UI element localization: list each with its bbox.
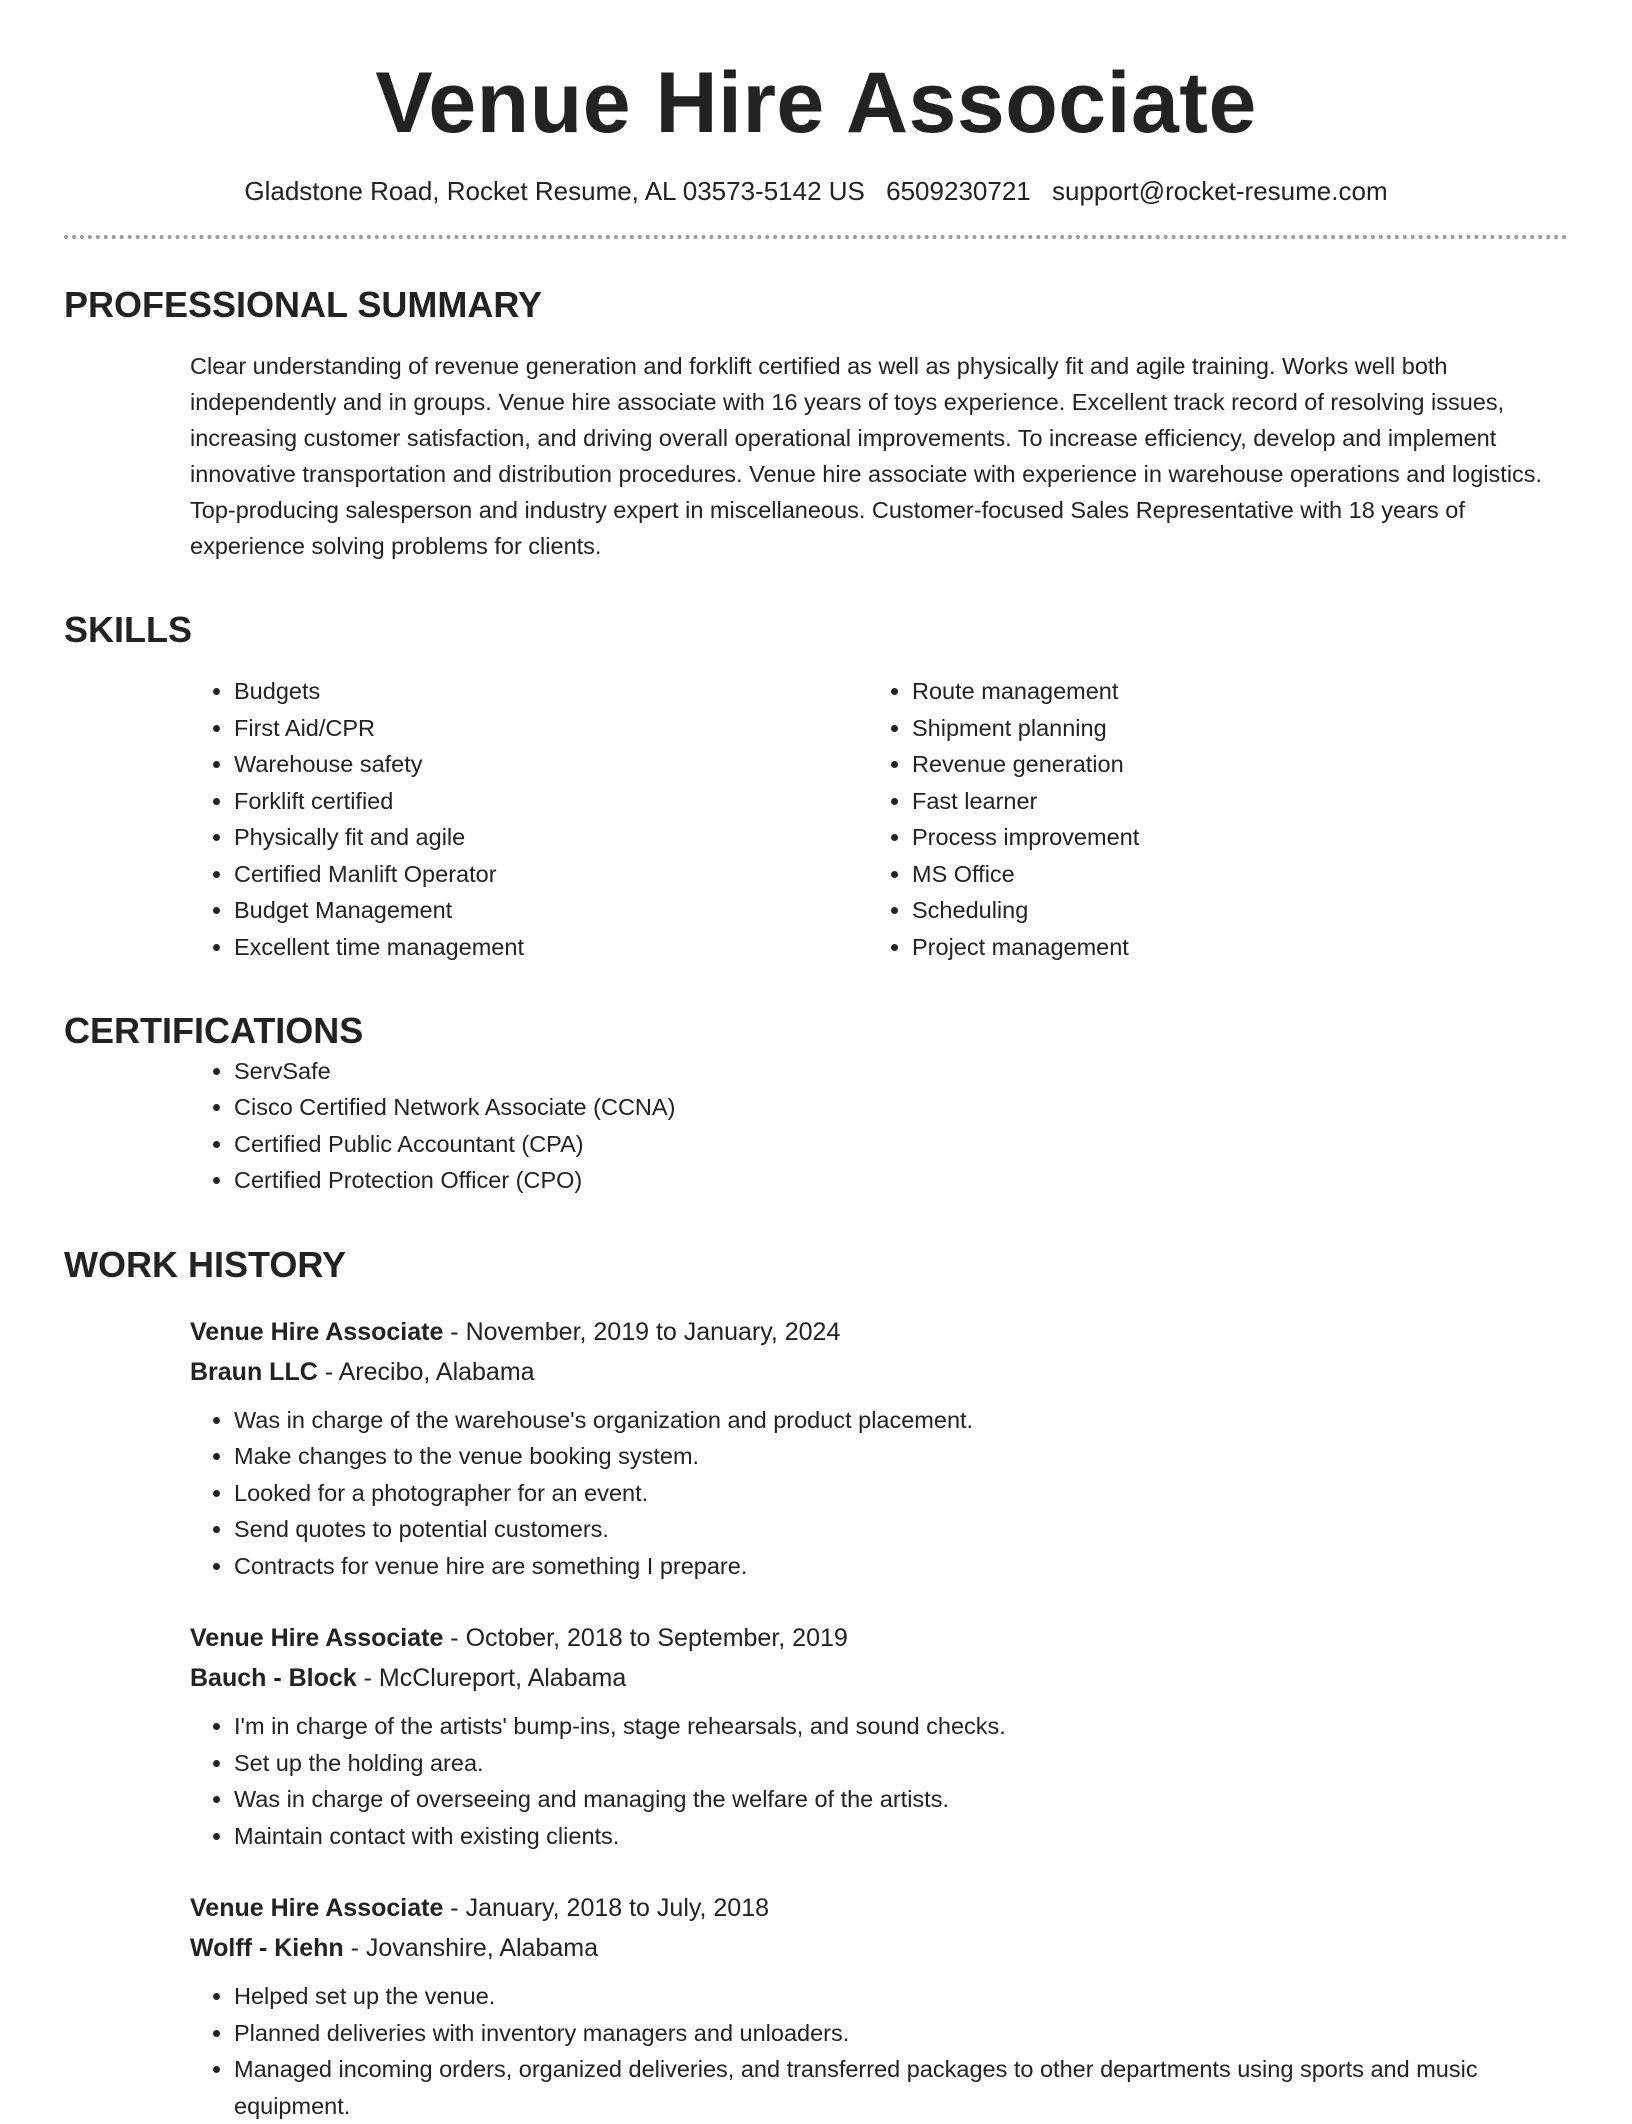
skill-item: • First Aid/CPR — [234, 710, 744, 747]
job-duty: • Looked for a photographer for an event. — [234, 1475, 1568, 1512]
skill-item: • Physically fit and agile — [234, 819, 744, 856]
skills-section — [64, 608, 1568, 965]
job-duties-list — [64, 1708, 1568, 1854]
job-duty: • Contracts for venue hire are something I prepare. — [234, 1548, 1568, 1585]
certification-item: • Certified Protection Officer (CPO) — [234, 1162, 1568, 1199]
job-location: - McClureport, Alabama — [356, 1664, 627, 1693]
job-duties-list — [64, 1402, 1568, 1585]
job-duty: • Maintain contact with existing clients. — [234, 1818, 1568, 1855]
job-title-line — [64, 1618, 1568, 1658]
contact-address: Gladstone Road, Rocket Resume, AL 03573-5142 US — [244, 176, 865, 207]
job-duty: • Was in charge of overseeing and managing the welfare of the artists. — [234, 1781, 1568, 1818]
job-duties-list — [64, 1978, 1568, 2124]
skill-item: • Project management — [912, 929, 1139, 966]
skill-item: • Scheduling — [912, 892, 1139, 929]
job-duty: • Managed incoming orders, organized deliveries, and transferred packages to other departments using sports and music equipment. — [234, 2051, 1568, 2124]
certifications-list — [64, 1053, 1568, 1199]
skill-item: • Warehouse safety — [234, 746, 744, 783]
job-location: - Arecibo, Alabama — [317, 1357, 535, 1386]
resume-name: Venue Hire Associate — [375, 55, 1257, 151]
skills-heading: SKILLS — [64, 609, 193, 651]
job-role: Venue Hire Associate — [190, 1894, 444, 1923]
contact-line — [64, 175, 1568, 209]
skills-list-right — [912, 673, 1139, 965]
job-company-line — [64, 1928, 1568, 1968]
skill-item: • Budgets — [234, 673, 744, 710]
skill-item: • Certified Manlift Operator — [234, 856, 744, 893]
contact-email: support@rocket-resume.com — [1051, 176, 1388, 207]
header-divider — [64, 235, 1568, 239]
work-history-heading: WORK HISTORY — [64, 1243, 347, 1285]
job-duty: • Helped set up the venue. — [234, 1978, 1568, 2015]
job-duty: • I'm in charge of the artists' bump-ins, stage rehearsals, and sound checks. — [234, 1708, 1568, 1745]
certifications-section — [64, 1009, 1568, 1198]
job-dates: - October, 2018 to September, 2019 — [443, 1624, 848, 1653]
skill-item: • Route management — [912, 673, 1139, 710]
job-role: Venue Hire Associate — [190, 1624, 444, 1653]
certifications-heading: CERTIFICATIONS — [64, 1010, 364, 1052]
summary-text: Clear understanding of revenue generation and forklift certified as well as physically fit and agile training. Works well both independently and in groups. Venue hire associate with 16 years of toys experience. Excellent track record of resolving issues, increasing customer satisfaction, and driving overall operational improvements. To increase efficiency, develop and implement innovative transportation and distribution procedures. Venue hire associate with experience in warehouse operations and logistics. Top-producing salesperson and industry expert in miscellaneous. Customer-focused Sales Representative with 18 years of experience solving problems for clients. — [190, 353, 1543, 560]
job-duty: • Make changes to the venue booking system. — [234, 1438, 1568, 1475]
certification-item: • ServSafe — [234, 1053, 1568, 1090]
job-duty: • Send quotes to potential customers. — [234, 1511, 1568, 1548]
job-role: Venue Hire Associate — [190, 1317, 444, 1346]
job-title-line — [64, 1312, 1568, 1352]
skill-item: • Shipment planning — [912, 710, 1139, 747]
skill-item: • Process improvement — [912, 819, 1139, 856]
job-location: - Jovanshire, Alabama — [343, 1934, 598, 1963]
job-duty: • Set up the holding area. — [234, 1745, 1568, 1782]
job-company: Braun LLC — [190, 1357, 318, 1386]
job-company: Wolff - Kiehn — [190, 1934, 344, 1963]
skill-item: • Excellent time management — [234, 929, 744, 966]
job-title-line — [64, 1888, 1568, 1928]
job-company-line — [64, 1352, 1568, 1392]
contact-phone: 6509230721 — [886, 176, 1031, 207]
skill-item: • MS Office — [912, 856, 1139, 893]
certification-item: • Cisco Certified Network Associate (CCNA) — [234, 1089, 1568, 1126]
job-duty: • Planned deliveries with inventory managers and unloaders. — [234, 2015, 1568, 2052]
summary-section — [64, 283, 1568, 564]
skill-item: • Budget Management — [234, 892, 744, 929]
job-duty: • Was in charge of the warehouse's organization and product placement. — [234, 1402, 1568, 1439]
job-entry — [64, 1618, 1568, 1854]
job-entry — [64, 1312, 1568, 1585]
job-dates: - January, 2018 to July, 2018 — [443, 1894, 770, 1923]
job-entry — [64, 1888, 1568, 2124]
skills-list-left — [64, 673, 744, 965]
work-history-section — [64, 1243, 1568, 2124]
job-company-line — [64, 1658, 1568, 1698]
summary-heading: PROFESSIONAL SUMMARY — [64, 283, 543, 325]
certification-item: • Certified Public Accountant (CPA) — [234, 1126, 1568, 1163]
job-dates: - November, 2019 to January, 2024 — [443, 1317, 841, 1346]
skill-item: • Revenue generation — [912, 746, 1139, 783]
skill-item: • Fast learner — [912, 783, 1139, 820]
job-company: Bauch - Block — [190, 1664, 357, 1693]
skill-item: • Forklift certified — [234, 783, 744, 820]
skills-columns — [64, 673, 1568, 965]
